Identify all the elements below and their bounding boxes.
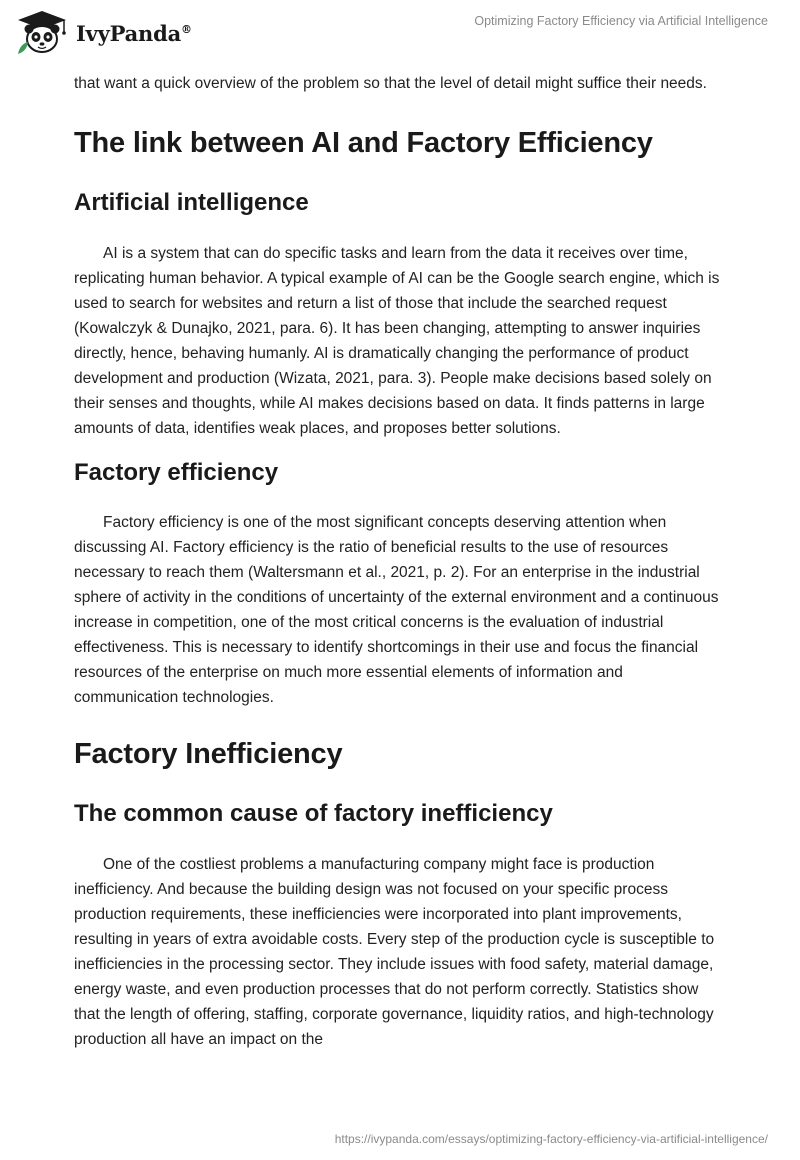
source-url[interactable]: https://ivypanda.com/essays/optimizing-factory-efficiency-via-artificial-intelligence/ <box>334 1132 768 1146</box>
brand-name: IvyPanda® <box>76 20 192 46</box>
subsection-heading-artificial-intelligence: Artificial intelligence <box>74 189 309 216</box>
section-heading-factory-inefficiency: Factory Inefficiency <box>74 738 343 770</box>
panda-graduate-icon <box>14 8 70 58</box>
ivypanda-logo[interactable] <box>14 8 192 58</box>
paragraph-factory-efficiency: Factory efficiency is one of the most significant concepts deserving attention when discussing AI. Factory efficiency is the ratio of beneficial results to the use of resources necessary to reach them (Waltersmann et al., 2021, p. 2). For an enterprise in the industrial sphere of activity in the conditions of uncertainty of the external environment and a continuous increase in competition, one of the most critical concerns is the evaluation of industrial effectiveness. This is necessary to identify shortcomings in their use and focus the financial resources of the enterprise on much more essential elements of information and communication technologies. <box>74 514 719 706</box>
paragraph-artificial-intelligence: AI is a system that can do specific tasks and learn from the data it receives over time, replicating human behavior. A typical example of AI can be the Google search engine, which is used to search for websites and return a list of those that include the searched request (Kowalczyk & Dunajko, 2021, para. 6). It has been changing, attempting to answer inquiries directly, hence, behaving humanly. AI is dramatically changing the performance of product development and production (Wizata, 2021, para. 3). People make decisions based solely on their senses and thoughts, while AI makes decisions based on data. It finds patterns in large amounts of data, identifies weak places, and proposes better solutions. <box>74 245 720 437</box>
subsection-heading-factory-efficiency: Factory efficiency <box>74 459 279 486</box>
section-heading-ai-factory-link: The link between AI and Factory Efficiency <box>74 127 653 159</box>
paragraph-common-cause: One of the costliest problems a manufacturing company might face is production inefficiency. And because the building design was not focused on your specific process production requirements, these inefficiencies were incorporated into plant improvements, resulting in years of extra avoidable costs. Every step of the production cycle is susceptible to inefficiencies in the processing sector. They include issues with food safety, material damage, energy waste, and even production processes that do not perform correctly. Statistics show that the length of offering, staffing, corporate governance, liquidity ratios, and high-technology production all have an impact on the <box>74 856 715 1048</box>
intro-paragraph-continuation: that want a quick overview of the problem so that the level of detail might suffice their needs. <box>74 75 707 92</box>
page-header <box>0 0 800 66</box>
document-title: Optimizing Factory Efficiency via Artificial Intelligence <box>474 14 768 28</box>
subsection-heading-common-cause: The common cause of factory inefficiency <box>74 800 553 827</box>
essay-content <box>74 71 726 1052</box>
